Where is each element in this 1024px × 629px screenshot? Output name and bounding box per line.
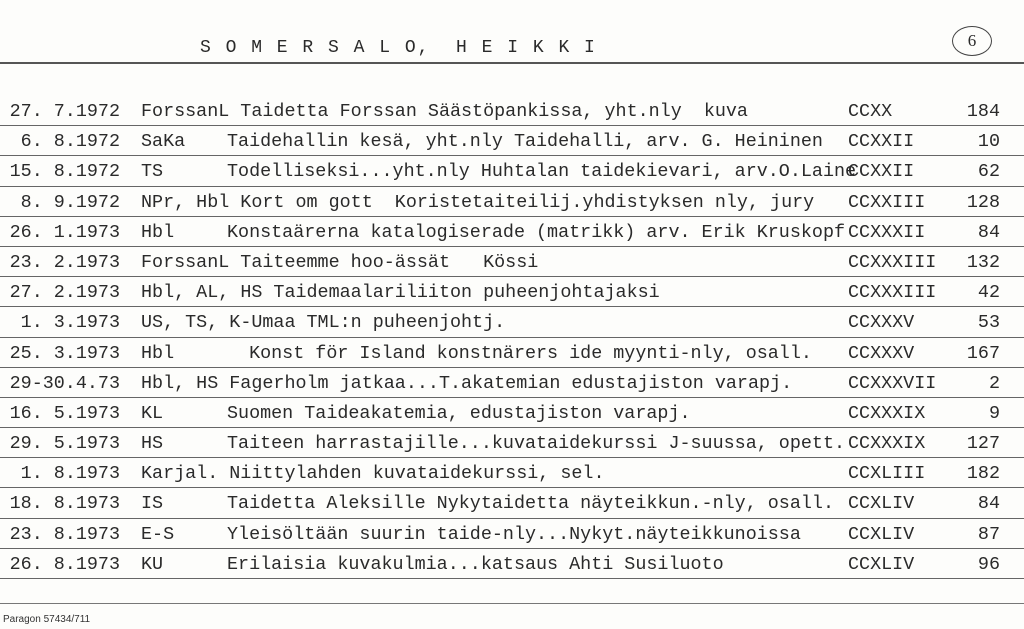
entry-source: US, TS, K-Umaa bbox=[141, 312, 296, 334]
entry-title: Taidemaalariliiton puheenjohtajaksi bbox=[273, 282, 660, 304]
entry-text bbox=[141, 193, 814, 213]
entry-volume: CCXLIV bbox=[848, 553, 915, 575]
entry-page: 2 bbox=[988, 372, 1000, 394]
entry-row bbox=[0, 549, 1024, 579]
entry-title: Taidetta Aleksille Nykytaidetta näyteikkun.-nly, osall. bbox=[227, 493, 834, 515]
entry-row bbox=[0, 126, 1024, 156]
entry-source: Hbl bbox=[141, 342, 175, 364]
entry-text bbox=[141, 283, 660, 303]
entry-text bbox=[141, 344, 812, 364]
entry-volume: CCXXXV bbox=[848, 312, 915, 334]
card-heading-name: S O M E R S A L O, H E I K K I bbox=[200, 38, 597, 58]
entry-title: Suomen Taideakatemia, edustajiston varapj. bbox=[227, 402, 691, 424]
entry-date: 27. 2.1973 bbox=[9, 282, 120, 304]
entry-row bbox=[0, 217, 1024, 247]
entry-row bbox=[0, 307, 1024, 337]
entry-title: Yleisöltään suurin taide-nly...Nykyt.näyteikkunoissa bbox=[227, 523, 801, 545]
entry-source: HS bbox=[141, 433, 164, 455]
entry-page: 184 bbox=[966, 101, 1000, 122]
entry-title: Todelliseksi...yht.nly Huhtalan taidekievari, arv.O.Laine bbox=[227, 161, 857, 183]
entry-source: ForssanL bbox=[141, 251, 230, 273]
entry-date: 29. 5.1973 bbox=[9, 433, 120, 455]
entry-row bbox=[0, 458, 1024, 488]
entry-page: 62 bbox=[977, 161, 1000, 183]
entry-date: 27. 7.1972 bbox=[9, 101, 120, 122]
entry-volume: CCXXIII bbox=[848, 191, 926, 213]
entry-date: 1. 8.1973 bbox=[20, 463, 120, 485]
entry-text bbox=[141, 404, 691, 424]
entry-volume: CCXXII bbox=[848, 131, 915, 153]
entry-date: 1. 3.1973 bbox=[20, 312, 120, 334]
entry-date: 8. 9.1972 bbox=[20, 191, 120, 213]
entry-title: TML:n puheenjohtj. bbox=[306, 312, 506, 334]
entry-source: ForssanL bbox=[141, 101, 230, 122]
entry-title: Taidetta Forssan Säästöpankissa, yht.nly kuva bbox=[240, 101, 748, 122]
entry-row bbox=[0, 187, 1024, 217]
entry-date: 23. 2.1973 bbox=[9, 251, 120, 273]
entry-text bbox=[141, 223, 845, 243]
entry-text bbox=[141, 102, 748, 122]
entry-source: Hbl bbox=[141, 221, 175, 243]
entry-page: 84 bbox=[977, 493, 1000, 515]
entry-title: Taiteen harrastajille...kuvataidekurssi J-suussa, opett. bbox=[227, 433, 846, 455]
entry-volume: CCXXXIX bbox=[848, 433, 926, 455]
entry-page: 96 bbox=[977, 553, 1000, 575]
entry-volume: CCXLIII bbox=[848, 463, 926, 485]
entry-text bbox=[141, 464, 605, 484]
entry-title: Erilaisia kuvakulmia...katsaus Ahti Susiluoto bbox=[227, 553, 724, 575]
entry-date: 29-30.4.73 bbox=[9, 372, 120, 394]
entry-date: 6. 8.1972 bbox=[20, 131, 120, 153]
entry-volume: CCXXXIII bbox=[848, 282, 937, 304]
entry-row bbox=[0, 428, 1024, 458]
entry-date: 23. 8.1973 bbox=[9, 523, 120, 545]
heading-rule bbox=[0, 62, 1024, 64]
entry-source: KL bbox=[141, 402, 164, 424]
entry-text bbox=[141, 494, 834, 514]
entry-row bbox=[0, 519, 1024, 549]
entry-text bbox=[141, 253, 538, 273]
entry-row bbox=[0, 398, 1024, 428]
entry-volume: CCXXXV bbox=[848, 342, 915, 364]
entry-volume: CCXXII bbox=[848, 161, 915, 183]
entry-date: 16. 5.1973 bbox=[9, 402, 120, 424]
entry-text bbox=[141, 555, 724, 575]
entry-page: 127 bbox=[966, 433, 1000, 455]
entry-text bbox=[141, 434, 845, 454]
entry-title: Taiteemme hoo-ässät Kössi bbox=[240, 251, 539, 273]
footer-imprint: Paragon 57434/711 bbox=[3, 614, 91, 625]
entry-page: 53 bbox=[977, 312, 1000, 334]
entry-title: Konst för Island konstnärers ide myynti-nly, osall. bbox=[227, 342, 812, 364]
entry-row bbox=[0, 96, 1024, 126]
bottom-rule bbox=[0, 603, 1024, 604]
entry-source: Hbl, HS bbox=[141, 372, 219, 394]
entry-date: 25. 3.1973 bbox=[9, 342, 120, 364]
entry-title: Kort om gott Koristetaiteilij.yhdistyksen nly, jury bbox=[240, 191, 815, 213]
entry-source: TS bbox=[141, 161, 164, 183]
entry-volume: CCXXXIX bbox=[848, 402, 926, 424]
entry-text bbox=[141, 313, 505, 333]
entry-row bbox=[0, 338, 1024, 368]
entry-row bbox=[0, 368, 1024, 398]
entry-row bbox=[0, 156, 1024, 186]
entry-volume: CCXX bbox=[848, 101, 893, 122]
entry-source: KU bbox=[141, 553, 164, 575]
entry-page: 87 bbox=[977, 523, 1000, 545]
entry-volume: CCXLIV bbox=[848, 493, 915, 515]
entry-page: 42 bbox=[977, 282, 1000, 304]
entry-title: Fagerholm jatkaa...T.akatemian edustajiston varapj. bbox=[229, 372, 793, 394]
entry-volume: CCXLIV bbox=[848, 523, 915, 545]
entry-page: 84 bbox=[977, 221, 1000, 243]
entry-title: Taidehallin kesä, yht.nly Taidehalli, arv. G. Heininen bbox=[227, 131, 823, 153]
card-number-circled: 6 bbox=[952, 26, 992, 56]
entry-date: 18. 8.1973 bbox=[9, 493, 120, 515]
entry-text bbox=[141, 162, 856, 182]
entry-title: Konstaärerna katalogiserade (matrikk) arv. Erik Kruskopf bbox=[227, 221, 846, 243]
entry-volume: CCXXXIII bbox=[848, 251, 937, 273]
entry-page: 167 bbox=[966, 342, 1000, 364]
entry-source: E-S bbox=[141, 523, 175, 545]
entry-source: IS bbox=[141, 493, 164, 515]
entry-source: SaKa bbox=[141, 131, 186, 153]
entry-source: Hbl, AL, HS bbox=[141, 282, 263, 304]
entry-text bbox=[141, 374, 792, 394]
entry-title: Niittylahden kuvataidekurssi, sel. bbox=[229, 463, 605, 485]
entry-volume: CCXXXII bbox=[848, 221, 926, 243]
entry-source: Karjal. bbox=[141, 463, 219, 485]
entry-text bbox=[141, 525, 801, 545]
entry-row bbox=[0, 247, 1024, 277]
entry-source: NPr, Hbl bbox=[141, 191, 230, 213]
entries-list bbox=[0, 96, 1024, 579]
entry-volume: CCXXXVII bbox=[848, 372, 937, 394]
entry-page: 10 bbox=[977, 131, 1000, 153]
entry-row bbox=[0, 488, 1024, 518]
entry-page: 9 bbox=[988, 402, 1000, 424]
entry-date: 26. 1.1973 bbox=[9, 221, 120, 243]
entry-date: 15. 8.1972 bbox=[9, 161, 120, 183]
entry-page: 132 bbox=[966, 251, 1000, 273]
entry-row bbox=[0, 277, 1024, 307]
entry-page: 128 bbox=[966, 191, 1000, 213]
entry-date: 26. 8.1973 bbox=[9, 553, 120, 575]
entry-text bbox=[141, 132, 823, 152]
entry-page: 182 bbox=[966, 463, 1000, 485]
